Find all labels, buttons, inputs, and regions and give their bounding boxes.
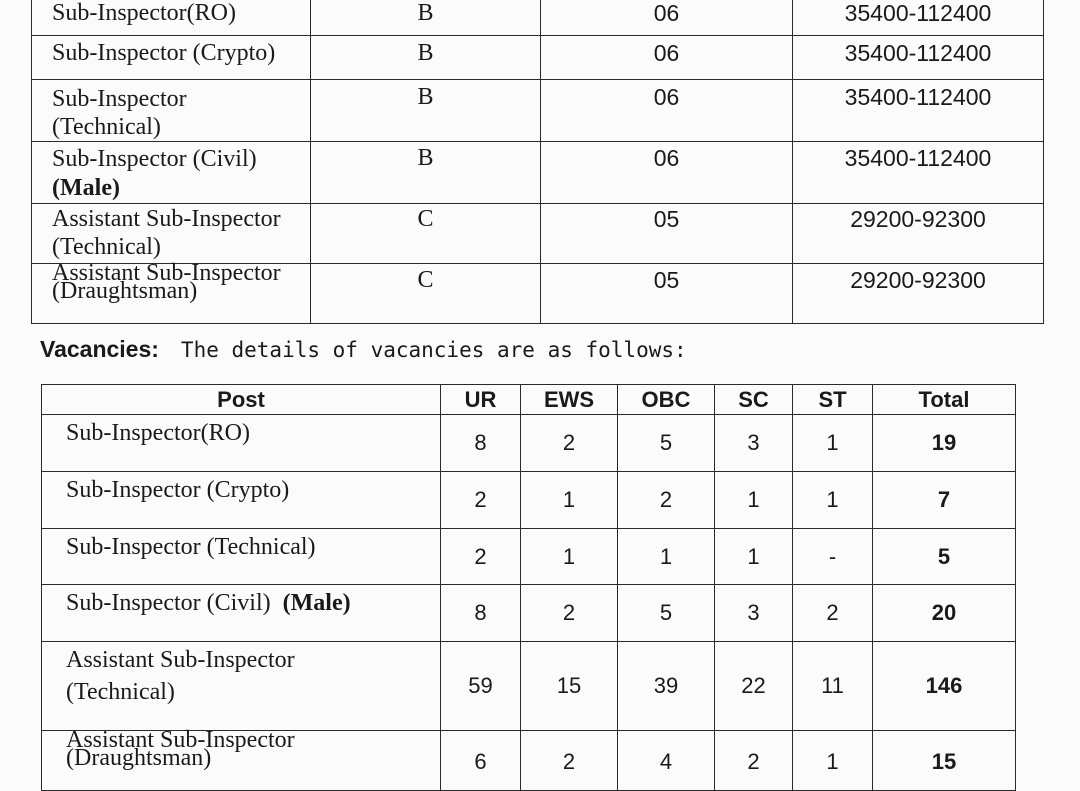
group-cell: B — [311, 142, 541, 204]
table-row — [32, 264, 1044, 324]
st-cell: 11 — [793, 642, 873, 731]
table-row — [32, 0, 1044, 36]
ews-cell: 2 — [521, 415, 618, 472]
vacancies-description: The details of vacancies are as follows: — [180, 338, 687, 362]
sc-cell: 22 — [715, 642, 793, 731]
sc-cell: 3 — [715, 585, 793, 642]
total-cell: 20 — [873, 585, 1016, 642]
table-row — [32, 204, 1044, 264]
st-cell: 1 — [793, 415, 873, 472]
level-cell: 06 — [541, 36, 793, 80]
ur-cell: 2 — [441, 529, 521, 585]
column-header: SC — [715, 385, 793, 415]
obc-cell: 4 — [618, 731, 715, 791]
table-row — [32, 80, 1044, 142]
obc-cell: 5 — [618, 415, 715, 472]
pay-scale-cell: 35400-112400 — [793, 0, 1044, 36]
column-header: ST — [793, 385, 873, 415]
post-cell: Assistant Sub-Inspector (Technical) — [32, 204, 311, 264]
table-row — [42, 585, 1016, 642]
obc-cell: 5 — [618, 585, 715, 642]
post-cell: Sub-Inspector (Civil) (Male) — [42, 585, 441, 642]
level-cell: 06 — [541, 0, 793, 36]
total-cell: 7 — [873, 472, 1016, 529]
level-cell: 05 — [541, 264, 793, 324]
total-cell: 5 — [873, 529, 1016, 585]
group-cell: B — [311, 80, 541, 142]
column-header: OBC — [618, 385, 715, 415]
level-cell: 06 — [541, 142, 793, 204]
vacancies-table — [41, 384, 1016, 791]
sc-cell: 3 — [715, 415, 793, 472]
table-row — [42, 642, 1016, 731]
pay-scale-cell: 29200-92300 — [793, 204, 1044, 264]
st-cell: 2 — [793, 585, 873, 642]
table-row — [42, 415, 1016, 472]
column-header: Post — [42, 385, 441, 415]
table-row — [42, 529, 1016, 585]
table-row — [42, 731, 1016, 791]
group-cell: C — [311, 264, 541, 324]
ur-cell: 59 — [441, 642, 521, 731]
table-row — [32, 142, 1044, 204]
sc-cell: 1 — [715, 472, 793, 529]
column-header: EWS — [521, 385, 618, 415]
obc-cell: 39 — [618, 642, 715, 731]
obc-cell: 2 — [618, 472, 715, 529]
st-cell: 1 — [793, 731, 873, 791]
post-cell: Assistant Sub-Inspector (Draughtsman) — [32, 264, 311, 324]
post-cell: Sub-Inspector (Technical) — [42, 529, 441, 585]
group-cell: B — [311, 0, 541, 36]
total-cell: 146 — [873, 642, 1016, 731]
ews-cell: 2 — [521, 585, 618, 642]
group-cell: B — [311, 36, 541, 80]
ur-cell: 2 — [441, 472, 521, 529]
ur-cell: 8 — [441, 585, 521, 642]
table-row — [42, 472, 1016, 529]
ews-cell: 2 — [521, 731, 618, 791]
pay-scale-cell: 35400-112400 — [793, 142, 1044, 204]
post-cell: Sub-Inspector (Crypto) — [32, 36, 311, 80]
post-cell: Assistant Sub-Inspector (Draughtsman) — [42, 731, 441, 791]
post-cell: Sub-Inspector(RO) — [32, 0, 311, 36]
st-cell: - — [793, 529, 873, 585]
post-cell: Sub-Inspector (Crypto) — [42, 472, 441, 529]
sc-cell: 2 — [715, 731, 793, 791]
sc-cell: 1 — [715, 529, 793, 585]
vacancies-label: Vacancies: — [40, 336, 159, 362]
level-cell: 06 — [541, 80, 793, 142]
pay-scale-cell: 35400-112400 — [793, 36, 1044, 80]
vacancies-heading — [40, 336, 687, 363]
ur-cell: 8 — [441, 415, 521, 472]
pay-scale-cell: 35400-112400 — [793, 80, 1044, 142]
table-row — [32, 36, 1044, 80]
pay-scale-cell: 29200-92300 — [793, 264, 1044, 324]
post-cell: Sub-Inspector (Technical) — [32, 80, 311, 142]
ews-cell: 15 — [521, 642, 618, 731]
total-cell: 19 — [873, 415, 1016, 472]
ews-cell: 1 — [521, 472, 618, 529]
post-cell: Sub-Inspector(RO) — [42, 415, 441, 472]
total-cell: 15 — [873, 731, 1016, 791]
table-header-row — [42, 385, 1016, 415]
post-cell: Assistant Sub-Inspector (Technical) — [42, 642, 441, 731]
st-cell: 1 — [793, 472, 873, 529]
ews-cell: 1 — [521, 529, 618, 585]
obc-cell: 1 — [618, 529, 715, 585]
group-cell: C — [311, 204, 541, 264]
ur-cell: 6 — [441, 731, 521, 791]
pay-level-table — [31, 0, 1044, 324]
post-cell: Sub-Inspector (Civil) (Male) — [32, 142, 311, 204]
level-cell: 05 — [541, 204, 793, 264]
column-header: UR — [441, 385, 521, 415]
column-header: Total — [873, 385, 1016, 415]
